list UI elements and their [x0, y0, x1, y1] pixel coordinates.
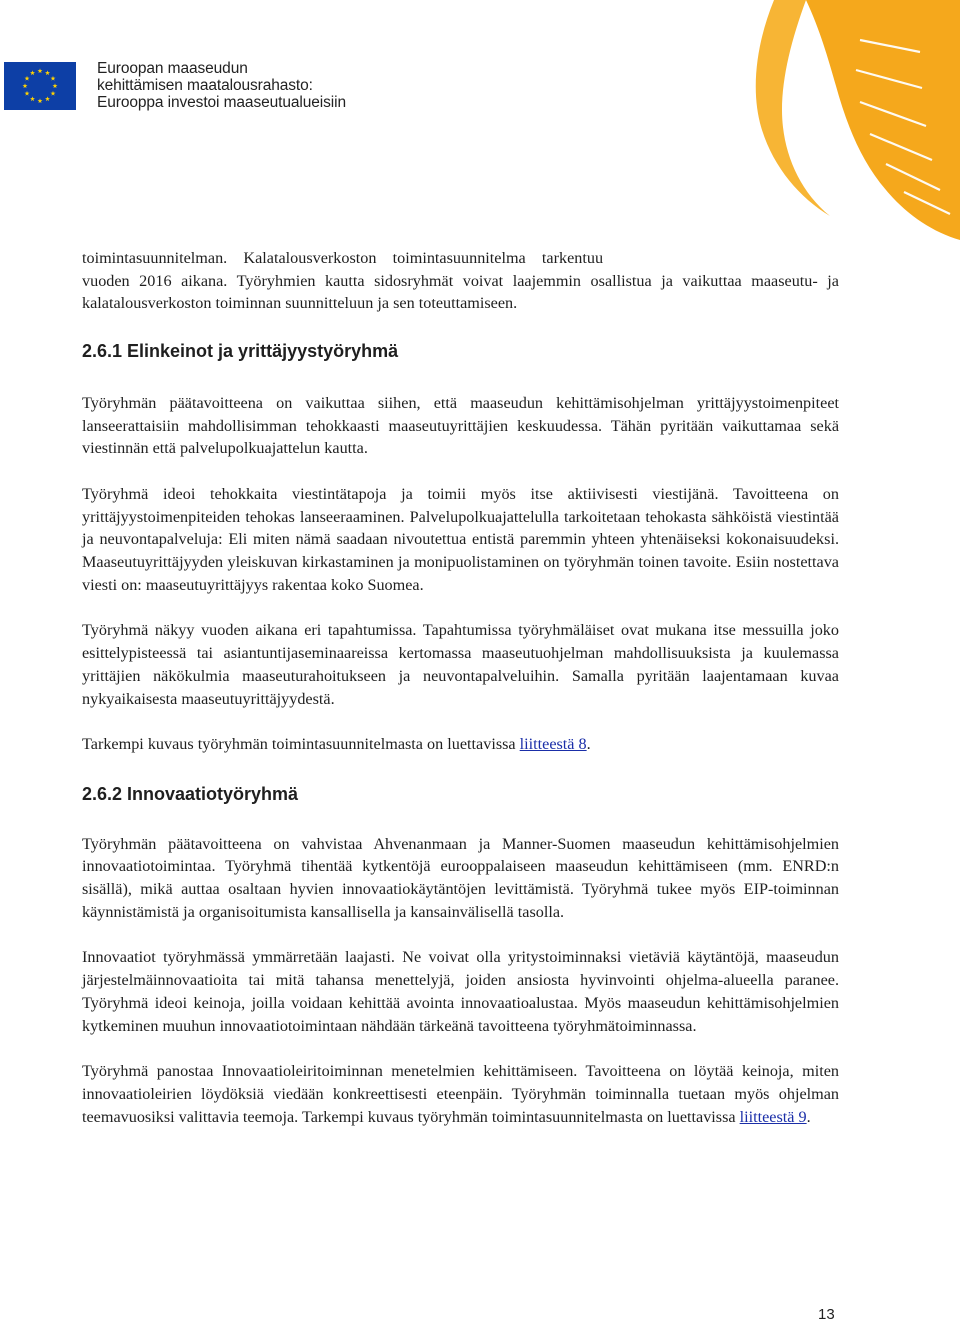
fund-name-line-2: kehittämisen maatalousrahasto:: [97, 77, 313, 94]
intro-paragraph: [82, 247, 839, 315]
intro-line-1: toimintasuunnitelman. Kalatalousverkoston toimintasuunnitelma tarkentuu: [82, 249, 604, 267]
eu-flag-logo: [4, 62, 76, 110]
intro-rest: vuoden 2016 aikana. Työryhmien kautta sidosryhmät voivat laajemmin osallistua ja vaikuttaa maaseutu- ja kalatalousverkoston toiminnan suunnitteluun ja sen toteuttamiseen.: [82, 271, 839, 313]
page-number: 13: [818, 1306, 835, 1323]
appendix-8-link[interactable]: liitteestä 8: [519, 735, 587, 754]
section-2-6-1-paragraph-2: Työryhmä ideoi tehokkaita viestintätapoja ja toimii myös itse aktiivisesti viestijänä. Tavoitteena on yrittäjyystoimenpiteiden tehokas lanseeraaminen. Palvelupolkuajattelulla tarkoitetaan tehokasta sähköistä viestintää ja neuvontapalveluja: Eli miten nämä saadaan nivoutettua entistä paremmin yhteen yhtenäiseksi kokonaisuudeksi. Maaseutuyrittäjyyden yleiskuvan kirkastaminen ja monipuolistaminen on työryhmän toinen tavoite. Esiin nostettava viesti on: maaseutuyrittäjyys rakentaa koko Suomea.: [82, 484, 839, 594]
rural-network-swoosh-logo: [560, 0, 960, 240]
section-2-6-1-paragraph-4-end: .: [586, 735, 591, 754]
document-body: [82, 247, 839, 1128]
section-2-6-1-paragraph-4: [82, 733, 839, 756]
section-2-6-1-paragraph-1: Työryhmän päätavoitteena on vaikuttaa siihen, että maaseudun kehittämisohjelman yrittäjyystoimenpiteet lanseerattaisiin mahdollisimman tehokkaasti maaseutuyrittäjien keskuudessa. Tähän pyritään vaikuttamaa sekä viestinnän että palvelupolkuajattelun kautta.: [82, 393, 839, 458]
section-2-6-2-paragraph-2: Innovaatiot työryhmässä ymmärretään laajasti. Ne voivat olla yritystoiminnaksi vietäviä käytäntöjä, maaseudun järjestelmäinnovaatioita tai mitä tahansa menettelyjä, joiden ansiosta hyvinvointi ohjelma-alueella paranee. Työryhmä ideoi keinoja, joilla voidaan kehittää avointa innovaatioalustaa. Myös maaseudun kehittämisohjelmien kytkeminen muuhun innovaatiotoimintaan nähdään tärkeänä tavoitteena työryhmätoiminnassa.: [82, 948, 839, 1035]
section-2-6-2-paragraph-3-text: Työryhmä panostaa Innovaatioleiritoiminnan menetelmien kehittämiseen. Tavoitteena on löytää keinoja, miten innovaatioleirien löydöksiä viedään konkreettisesti eteenpäin. Työryhmän toiminnalla tuetaan myös ohjelman teemavuosiksi valittavia teemoja. Tarkempi kuvaus työryhmän toimintasuunnitelmasta on luettavissa: [82, 1062, 839, 1126]
page-header: [0, 0, 960, 240]
section-heading-2-6-2: 2.6.2 Innovaatiotyöryhmä: [82, 783, 299, 804]
fund-name: [97, 60, 346, 111]
section-2-6-1-paragraph-3: Työryhmä näkyy vuoden aikana eri tapahtumissa. Tapahtumissa työryhmäläiset ovat mukana itse messuilla joko esittelypisteessä tai asiantuntijaseminaareissa kertomassa maaseutuohjelman mahdollisuuksista ja kuulemassa yrittäjien näkökulmia maaseuturahoitukseen ja neuvontapalveluihin. Samalla pyritään laajentamaan kuvaa nykyaikaisesta maaseutuyrittäjyydestä.: [82, 621, 839, 708]
fund-name-line-1: Euroopan maaseudun: [97, 60, 248, 77]
section-heading-2-6-1: 2.6.1 Elinkeinot ja yrittäjyystyöryhmä: [82, 341, 399, 362]
section-2-6-2-paragraph-3: [82, 1060, 839, 1128]
eu-stars-icon: [4, 62, 76, 110]
section-2-6-2-paragraph-1: Työryhmän päätavoitteena on vahvistaa Ahvenanmaan ja Manner-Suomen maaseudun kehittämisohjelmien innovaatiotoimintaa. Työryhmä tihentää kytkentöjä eurooppalaiseen maaseudun kehittämiseen (mm. ENRD:n sisällä), mikä auttaa osaltaan hyvien innovaatiokäytäntöjen levittämistä. Työryhmä tukee myös EIP-toiminnan käynnistämistä ja organisoitumista kansallisella ja kansainvälisellä tasolla.: [82, 834, 839, 921]
appendix-9-link[interactable]: liitteestä 9: [739, 1107, 807, 1126]
section-2-6-2-paragraph-3-end: .: [806, 1107, 811, 1126]
section-2-6-1-paragraph-4-text: Tarkempi kuvaus työryhmän toimintasuunnitelmasta on luettavissa: [82, 735, 520, 754]
fund-name-line-3: Eurooppa investoi maaseutualueisiin: [97, 94, 346, 111]
